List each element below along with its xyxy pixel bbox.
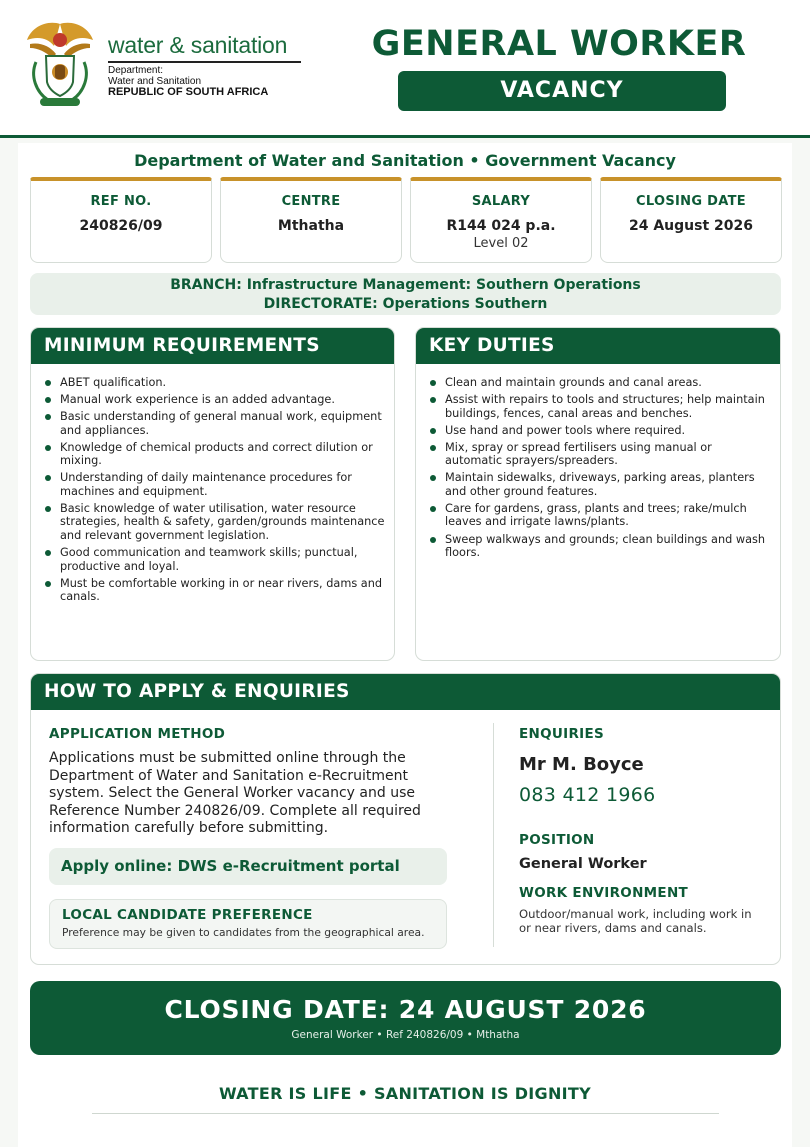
list-item <box>430 502 772 529</box>
brand-department <box>108 65 268 98</box>
list-item <box>430 376 772 390</box>
list-item <box>45 502 386 543</box>
ref-no-value: 240826/09 <box>79 218 163 234</box>
list-item <box>430 393 772 420</box>
list-item-text: Sweep walkways and grounds; clean buildings and wash floors. <box>445 532 766 560</box>
list-item-text: Understanding of daily maintenance procedures for machines and equipment. <box>60 471 352 498</box>
method-text: Applications must be submitted online through the Department of Water and Sanitation e-Recruitment system. Select the General Worker vacancy and use Reference Number 240826/09. Complete all required information carefully before submitting. <box>49 750 421 837</box>
application-method <box>49 726 469 838</box>
list-item <box>430 471 772 498</box>
list-item <box>430 533 772 560</box>
list-item-text: Maintain sidewalks, driveways, parking areas, planters and other ground features. <box>445 471 755 498</box>
list-item <box>45 577 386 604</box>
salary-value: R144 024 p.a. <box>446 218 556 234</box>
bullet-icon <box>430 380 436 386</box>
salary-level: Level 02 <box>473 236 529 251</box>
list-item-text: Manual work experience is an added advantage. <box>60 393 335 407</box>
list-item-text: ABET qualification. <box>60 376 167 389</box>
bullet-icon <box>45 581 51 587</box>
bullet-icon <box>45 550 51 556</box>
bullet-icon <box>430 537 436 543</box>
duties-list <box>416 364 780 560</box>
list-item-text: Care for gardens, grass, plants and trees; rake/mulch leaves and irrigate lawns/plants. <box>445 501 747 529</box>
list-item <box>45 546 386 573</box>
list-item <box>45 410 386 437</box>
list-item <box>45 441 386 468</box>
bullet-icon <box>430 397 436 403</box>
footer-divider <box>92 1113 719 1114</box>
list-item <box>430 424 772 438</box>
local-preference-heading: LOCAL CANDIDATE PREFERENCE <box>62 907 313 923</box>
salary-label: SALARY <box>471 194 531 209</box>
requirements-list <box>31 364 394 604</box>
position-heading: POSITION <box>519 832 595 848</box>
closing-date-label: CLOSING DATE <box>636 194 746 209</box>
duties-heading: KEY DUTIES <box>416 328 780 364</box>
list-item <box>45 393 386 407</box>
directorate-line: DIRECTORATE: Operations Southern <box>263 296 548 312</box>
bullet-icon <box>45 475 51 481</box>
centre-card <box>220 177 402 263</box>
contact-name: Mr M. Boyce <box>519 754 644 775</box>
centre-label: CENTRE <box>281 194 341 209</box>
list-item <box>430 441 772 468</box>
closing-date-value: 24 August 2026 <box>628 218 753 234</box>
local-preference-text: Preference may be given to candidates from the geographical area. <box>62 926 425 939</box>
page-header <box>0 0 810 138</box>
coat-of-arms-icon <box>24 18 96 110</box>
method-heading: APPLICATION METHOD <box>49 726 226 742</box>
bullet-icon <box>45 414 51 420</box>
closing-date-card <box>600 177 782 263</box>
ref-no-card <box>30 177 212 263</box>
brand-name: water & sanitation <box>108 32 288 58</box>
duties-section <box>415 327 781 661</box>
enquiries-column <box>519 726 769 935</box>
bullet-icon <box>430 428 436 434</box>
page-subtitle: Department of Water and Sanitation • Government Vacancy <box>134 151 676 170</box>
page-title: GENERAL WORKER <box>371 24 747 64</box>
contact-phone[interactable]: 083 412 1966 <box>519 784 656 806</box>
requirements-heading: MINIMUM REQUIREMENTS <box>31 328 394 364</box>
list-item-text: Good communication and teamwork skills; punctual, productive and loyal. <box>60 546 358 573</box>
enquiries-heading: ENQUIRIES <box>519 726 605 742</box>
centre-value: Mthatha <box>277 218 345 234</box>
local-preference-box <box>49 899 447 949</box>
bullet-icon <box>430 475 436 481</box>
column-divider <box>493 723 494 947</box>
list-item-text: Basic understanding of general manual work, equipment and appliances. <box>60 410 382 437</box>
list-item-text: Assist with repairs to tools and structures; help maintain buildings, fences, canal areas and benches. <box>445 393 765 420</box>
list-item-text: Knowledge of chemical products and correct dilution or mixing. <box>60 440 373 468</box>
branch-box <box>30 273 781 315</box>
list-item-text: Must be comfortable working in or near rivers, dams and canals. <box>60 576 383 604</box>
ref-no-label: REF NO. <box>90 194 152 209</box>
country-name: REPUBLIC OF SOUTH AFRICA <box>108 86 269 98</box>
list-item-text: Use hand and power tools where required. <box>445 423 686 437</box>
environment-text: Outdoor/manual work, including work in or near rivers, dams and canals. <box>519 907 752 935</box>
closing-banner-subtitle: General Worker • Ref 240826/09 • Mthatha <box>291 1029 520 1041</box>
bullet-icon <box>45 380 51 386</box>
position-value: General Worker <box>519 856 647 872</box>
apply-online-link[interactable]: Apply online: DWS e-Recruitment portal <box>49 848 447 885</box>
closing-banner-title: CLOSING DATE: 24 AUGUST 2026 <box>164 995 647 1024</box>
list-item-text: Mix, spray or spread fertilisers using manual or automatic sprayers/spreaders. <box>445 440 712 468</box>
environment-heading: WORK ENVIRONMENT <box>519 885 689 901</box>
list-item-text: Clean and maintain grounds and canal areas. <box>445 376 702 389</box>
salary-card <box>410 177 592 263</box>
brand-divider <box>108 61 301 63</box>
requirements-section <box>30 327 395 661</box>
list-item-text: Basic knowledge of water utilisation, water resource strategies, health & safety, garden/grounds maintenance and relevant government legislation. <box>60 501 385 542</box>
closing-banner <box>30 981 781 1055</box>
bullet-icon <box>45 506 51 512</box>
bullet-icon <box>45 397 51 403</box>
vacancy-badge: VACANCY <box>398 71 726 111</box>
branch-line: BRANCH: Infrastructure Management: Southern Operations <box>170 277 641 293</box>
apply-heading: HOW TO APPLY & ENQUIRIES <box>31 674 780 710</box>
dept-line-1: Department: <box>108 65 164 76</box>
footer-motto: WATER IS LIFE • SANITATION IS DIGNITY <box>218 1084 592 1103</box>
bullet-icon <box>430 445 436 451</box>
list-item <box>45 376 386 390</box>
dept-line-2: Water and Sanitation <box>108 76 202 87</box>
bullet-icon <box>430 506 436 512</box>
bullet-icon <box>45 445 51 451</box>
list-item <box>45 471 386 498</box>
